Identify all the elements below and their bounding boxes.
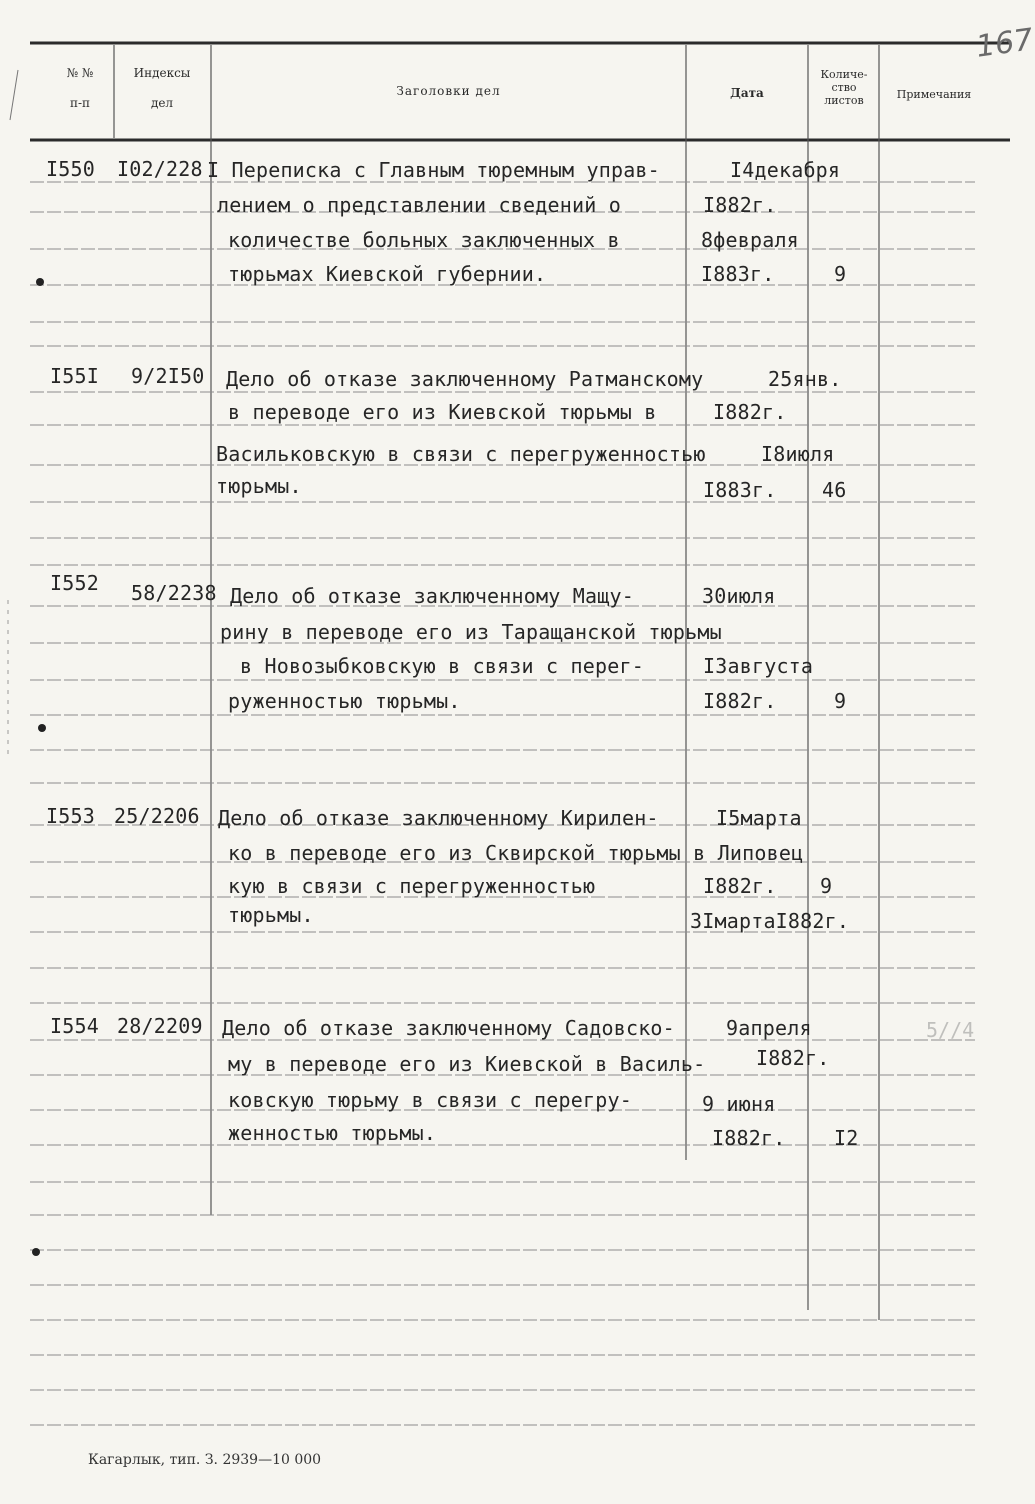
bleed-through-mark: 5//4 <box>926 1018 975 1042</box>
record-sheet-count: 9 <box>834 262 847 286</box>
record-date: I8июля <box>761 442 835 466</box>
record-date: I882г. <box>703 689 777 713</box>
record-index: I02/228 <box>117 157 203 181</box>
header-title: Заголовки дел <box>396 84 501 98</box>
record-date: I883г. <box>703 478 777 502</box>
record-title-line: Дело об отказе заключенному Садовско- <box>222 1016 675 1040</box>
record-date: I882г. <box>756 1046 830 1070</box>
record-number: I550 <box>46 157 95 181</box>
record-date: I882г. <box>703 193 777 217</box>
record-title-line: Дело об отказе заключенному Кирилен- <box>218 806 659 830</box>
record-sheet-count: 9 <box>820 874 833 898</box>
header-number-line2: п-п <box>69 96 91 110</box>
header-index-line2: дел <box>150 96 174 110</box>
record-index: 25/2206 <box>114 804 200 828</box>
record-title-line: в Новозыбковскую в связи с перег- <box>240 654 644 678</box>
record-date: I882г. <box>713 400 787 424</box>
print-imprint: Кагарлык, тип. З. 2939—10 000 <box>88 1452 322 1468</box>
record-date: I4декабря <box>730 158 841 182</box>
record-sheet-count: I2 <box>834 1126 859 1150</box>
record-title-line: тюрьмы. <box>228 903 314 927</box>
record-title-line: тюрьмах Киевской губернии. <box>228 262 547 286</box>
record-title-line: I Переписка с Главным тюремным управ- <box>207 158 660 182</box>
record-title-line: руженностью тюрьмы. <box>228 689 461 713</box>
header-notes: Примечания <box>896 88 972 101</box>
record-index: 9/2I50 <box>131 364 205 388</box>
record-date: 8февраля <box>701 228 799 252</box>
record-title-line: женностью тюрьмы. <box>228 1121 437 1145</box>
header-count-line2: ство <box>831 81 857 94</box>
header-number-line1: № № <box>66 66 94 80</box>
record-title-line: Васильковскую в связи с перегруженностью <box>216 442 706 466</box>
header-count-line3: листов <box>824 94 864 107</box>
record-title-line: ковскую тюрьму в связи с перегру- <box>228 1088 632 1112</box>
record-date: I883г. <box>701 262 775 286</box>
page-number-mark: 167 <box>973 22 1035 65</box>
record-title-line: кую в связи с перегруженностью <box>228 874 596 898</box>
record-date: 9апреля <box>726 1016 812 1040</box>
record-date: 9 июня <box>702 1092 776 1116</box>
record-title-line: му в переводе его из Киевской в Василь- <box>228 1052 706 1076</box>
record-title-line: в переводе его из Киевской тюрьмы в <box>228 400 657 424</box>
record-date: I882г. <box>712 1126 786 1150</box>
record-date: 3IмартаI882г. <box>690 909 850 933</box>
record-title-line: рину в переводе его из Таращанской тюрьмы <box>220 620 722 644</box>
record-title-line: ко в переводе его из Сквирской тюрьмы в Липовец <box>228 841 804 865</box>
record-number: I552 <box>50 571 99 595</box>
record-sheet-count: 46 <box>822 478 847 502</box>
record-sheet-count: 9 <box>834 689 847 713</box>
record-date: 25янв. <box>768 367 842 391</box>
record-date: I3августа <box>703 654 814 678</box>
record-title-line: тюрьмы. <box>216 474 302 498</box>
record-date: 30июля <box>702 584 776 608</box>
record-date: I882г. <box>703 874 777 898</box>
record-index: 28/2209 <box>117 1014 203 1038</box>
record-number: I553 <box>46 804 95 828</box>
header-count <box>808 68 880 107</box>
header-count-line1: Количе- <box>820 68 868 81</box>
record-number: I55I <box>50 364 99 388</box>
record-title-line: Дело об отказе заключенному Мащу- <box>230 584 634 608</box>
header-number <box>50 66 110 110</box>
record-title-line: лением о представлении сведений о <box>217 193 621 217</box>
record-number: I554 <box>50 1014 99 1038</box>
record-title-line: Дело об отказе заключенному Ратманскому <box>226 367 704 391</box>
header-date: Дата <box>730 86 764 100</box>
header-index-line1: Индексы <box>133 66 191 80</box>
header-index <box>116 66 208 110</box>
record-date: I5марта <box>716 806 802 830</box>
record-title-line: количестве больных заключенных в <box>228 228 620 252</box>
record-index: 58/2238 <box>131 581 217 605</box>
